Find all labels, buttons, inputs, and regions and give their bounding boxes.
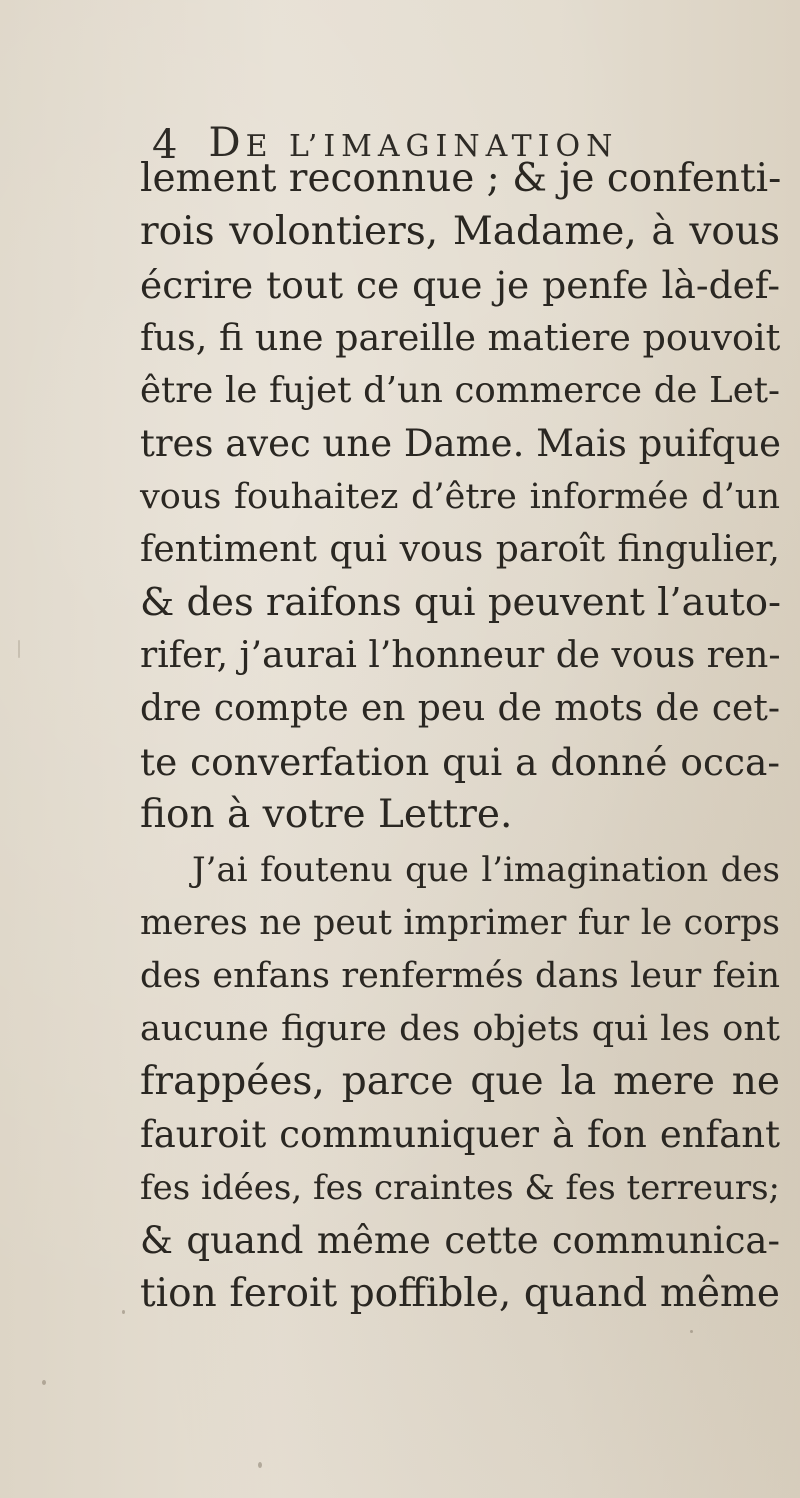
text-line: te converfation qui a donné occa- — [140, 740, 780, 784]
text-line: écrire tout ce que je penfe là-def- — [140, 263, 780, 307]
text-line: des enfans renfermés dans leur fein — [140, 956, 780, 996]
text-line: vous fouhaitez d’être informée d’un — [140, 477, 780, 517]
text-line: rois volontiers, Madame, à vous — [140, 209, 780, 254]
text-line: tion feroit poffible, quand même — [140, 1271, 780, 1316]
text-line: dre compte en peu de mots de cet- — [140, 688, 780, 729]
page-number: 4 — [152, 122, 178, 168]
text-line: frappées, parce que la mere ne — [140, 1059, 780, 1104]
paper-speck — [18, 640, 20, 658]
running-title-initial: D — [208, 120, 246, 166]
paper-speck — [690, 1330, 693, 1333]
text-line: & des raifons qui peuvent l’auto- — [140, 580, 782, 625]
text-line: tres avec une Dame. Mais puifque — [140, 422, 782, 465]
text-line: rifer, j’aurai l’honneur de vous ren- — [140, 635, 781, 676]
text-line: aucune figure des objets qui les ont — [140, 1009, 780, 1049]
running-title-rest: E L’IMAGINATION — [245, 129, 619, 164]
text-line: fes idées, fes craintes & fes terreurs; — [140, 1168, 780, 1208]
paper-speck — [258, 1462, 262, 1468]
paper-speck — [42, 1380, 46, 1385]
text-line: fauroit communiquer à fon enfant — [140, 1113, 780, 1156]
text-line: & quand même cette communica- — [140, 1219, 780, 1262]
text-line: fentiment qui vous paroît fingulier, — [140, 529, 780, 570]
text-line: être le fujet d’un commerce de Let- — [140, 370, 780, 411]
text-line: fus, fi une pareille matiere pouvoit — [140, 316, 781, 359]
text-line: meres ne peut imprimer fur le corps — [140, 903, 780, 943]
text-line: fion à votre Lettre. — [140, 792, 513, 837]
paper-speck — [122, 1310, 125, 1314]
text-line: lement reconnue ; & je confenti- — [140, 156, 782, 201]
text-line: J’ai foutenu que l’imagination des — [192, 850, 780, 890]
